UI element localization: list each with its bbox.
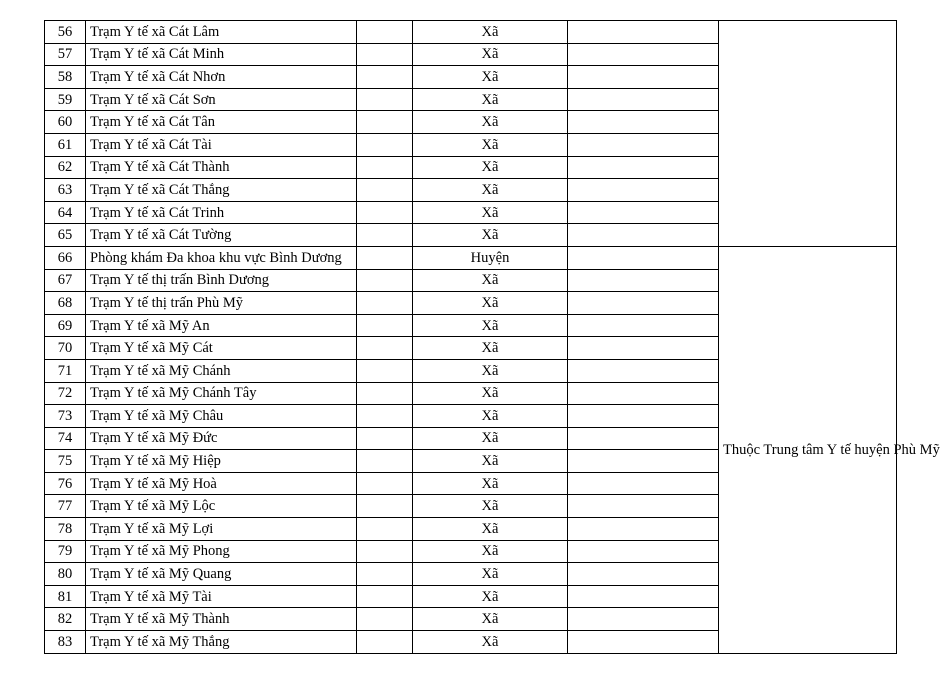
empty-cell (568, 382, 719, 405)
facility-name: Trạm Y tế xã Cát Tân (86, 111, 357, 134)
empty-cell (357, 382, 413, 405)
empty-cell (568, 269, 719, 292)
empty-cell (568, 246, 719, 269)
facility-name: Trạm Y tế xã Cát Nhơn (86, 66, 357, 89)
empty-cell (357, 133, 413, 156)
facility-name: Trạm Y tế xã Cát Thành (86, 156, 357, 179)
empty-cell (357, 224, 413, 247)
facility-level: Xã (413, 585, 568, 608)
facility-name: Trạm Y tế xã Cát Minh (86, 43, 357, 66)
empty-cell (568, 179, 719, 202)
facility-level: Xã (413, 133, 568, 156)
empty-cell (357, 450, 413, 473)
facility-level: Xã (413, 292, 568, 315)
empty-cell (568, 563, 719, 586)
facility-name: Trạm Y tế xã Mỹ Thắng (86, 631, 357, 654)
facility-name: Trạm Y tế xã Mỹ Hoà (86, 472, 357, 495)
row-number: 72 (45, 382, 86, 405)
facility-name: Trạm Y tế xã Cát Thắng (86, 179, 357, 202)
group-note: Thuộc Trung tâm Y tế huyện Phù Mỹ (719, 246, 897, 653)
row-number: 77 (45, 495, 86, 518)
facility-level: Xã (413, 156, 568, 179)
empty-cell (357, 292, 413, 315)
facility-name: Phòng khám Đa khoa khu vực Bình Dương (86, 246, 357, 269)
facility-level: Huyện (413, 246, 568, 269)
empty-cell (568, 472, 719, 495)
empty-cell (357, 269, 413, 292)
facility-name: Trạm Y tế xã Cát Tài (86, 133, 357, 156)
facility-name: Trạm Y tế xã Mỹ Cát (86, 337, 357, 360)
row-number: 76 (45, 472, 86, 495)
facility-level: Xã (413, 631, 568, 654)
empty-cell (357, 314, 413, 337)
facility-level: Xã (413, 563, 568, 586)
empty-cell (357, 21, 413, 44)
empty-cell (357, 608, 413, 631)
row-number: 62 (45, 156, 86, 179)
facility-name: Trạm Y tế xã Mỹ Chánh Tây (86, 382, 357, 405)
empty-cell (568, 518, 719, 541)
facility-name: Trạm Y tế xã Mỹ Thành (86, 608, 357, 631)
row-number: 73 (45, 405, 86, 428)
row-number: 69 (45, 314, 86, 337)
facility-level: Xã (413, 405, 568, 428)
facility-name: Trạm Y tế thị trấn Bình Dương (86, 269, 357, 292)
empty-cell (357, 585, 413, 608)
row-number: 82 (45, 608, 86, 631)
empty-cell (568, 66, 719, 89)
facility-level: Xã (413, 111, 568, 134)
empty-cell (357, 201, 413, 224)
empty-cell (568, 631, 719, 654)
empty-cell (357, 337, 413, 360)
facility-level: Xã (413, 450, 568, 473)
facility-table (44, 20, 940, 654)
empty-cell (568, 337, 719, 360)
empty-cell (357, 472, 413, 495)
row-number: 64 (45, 201, 86, 224)
facility-name: Trạm Y tế xã Mỹ Chánh (86, 359, 357, 382)
row-number: 59 (45, 88, 86, 111)
empty-cell (568, 405, 719, 428)
row-number: 67 (45, 269, 86, 292)
row-number: 68 (45, 292, 86, 315)
facility-level: Xã (413, 43, 568, 66)
facility-name: Trạm Y tế xã Cát Trinh (86, 201, 357, 224)
facility-level: Xã (413, 201, 568, 224)
empty-cell (357, 111, 413, 134)
empty-cell (568, 608, 719, 631)
row-number: 63 (45, 179, 86, 202)
facility-name: Trạm Y tế xã Cát Sơn (86, 88, 357, 111)
row-number: 83 (45, 631, 86, 654)
row-number: 78 (45, 518, 86, 541)
table-row (45, 21, 897, 44)
empty-cell (357, 43, 413, 66)
empty-cell (357, 563, 413, 586)
empty-cell (357, 518, 413, 541)
row-number: 71 (45, 359, 86, 382)
empty-cell (568, 201, 719, 224)
row-number: 66 (45, 246, 86, 269)
facility-table-body (45, 21, 940, 654)
facility-name: Trạm Y tế xã Mỹ Lộc (86, 495, 357, 518)
empty-cell (568, 133, 719, 156)
empty-cell (357, 427, 413, 450)
facility-level: Xã (413, 472, 568, 495)
empty-cell (357, 631, 413, 654)
facility-level: Xã (413, 66, 568, 89)
facility-name: Trạm Y tế xã Cát Lâm (86, 21, 357, 44)
facility-level: Xã (413, 314, 568, 337)
facility-name: Trạm Y tế xã Mỹ Quang (86, 563, 357, 586)
empty-cell (568, 585, 719, 608)
facility-level: Xã (413, 382, 568, 405)
empty-cell (357, 540, 413, 563)
row-number: 75 (45, 450, 86, 473)
facility-level: Xã (413, 337, 568, 360)
facility-level: Xã (413, 359, 568, 382)
row-number: 61 (45, 133, 86, 156)
empty-cell (357, 246, 413, 269)
empty-cell (568, 21, 719, 44)
empty-cell (568, 111, 719, 134)
empty-cell (357, 359, 413, 382)
empty-cell (568, 359, 719, 382)
row-number: 65 (45, 224, 86, 247)
row-number: 81 (45, 585, 86, 608)
empty-cell (568, 156, 719, 179)
facility-level: Xã (413, 608, 568, 631)
row-number: 74 (45, 427, 86, 450)
table-row (45, 246, 897, 269)
empty-cell (568, 450, 719, 473)
facility-level: Xã (413, 540, 568, 563)
row-number: 60 (45, 111, 86, 134)
facility-name: Trạm Y tế thị trấn Phù Mỹ (86, 292, 357, 315)
facility-name: Trạm Y tế xã Mỹ Phong (86, 540, 357, 563)
facility-name: Trạm Y tế xã Mỹ Lợi (86, 518, 357, 541)
facility-name: Trạm Y tế xã Mỹ Tài (86, 585, 357, 608)
empty-cell (568, 540, 719, 563)
empty-cell (357, 179, 413, 202)
row-number: 70 (45, 337, 86, 360)
facility-level: Xã (413, 88, 568, 111)
empty-cell (357, 88, 413, 111)
facility-level: Xã (413, 495, 568, 518)
row-number: 57 (45, 43, 86, 66)
empty-cell (568, 495, 719, 518)
row-number: 80 (45, 563, 86, 586)
facility-name: Trạm Y tế xã Cát Tường (86, 224, 357, 247)
empty-cell (568, 314, 719, 337)
facility-name: Trạm Y tế xã Mỹ Đức (86, 427, 357, 450)
facility-name: Trạm Y tế xã Mỹ Châu (86, 405, 357, 428)
row-number: 58 (45, 66, 86, 89)
empty-cell (568, 427, 719, 450)
empty-cell (568, 224, 719, 247)
empty-cell (357, 495, 413, 518)
empty-cell (357, 156, 413, 179)
row-number: 79 (45, 540, 86, 563)
facility-name: Trạm Y tế xã Mỹ An (86, 314, 357, 337)
empty-cell (357, 66, 413, 89)
row-number: 56 (45, 21, 86, 44)
empty-cell (568, 43, 719, 66)
group-note (719, 21, 897, 247)
facility-level: Xã (413, 427, 568, 450)
facility-level: Xã (413, 179, 568, 202)
facility-name: Trạm Y tế xã Mỹ Hiệp (86, 450, 357, 473)
empty-cell (568, 292, 719, 315)
facility-level: Xã (413, 269, 568, 292)
facility-level: Xã (413, 21, 568, 44)
empty-cell (568, 88, 719, 111)
facility-level: Xã (413, 518, 568, 541)
empty-cell (357, 405, 413, 428)
facility-level: Xã (413, 224, 568, 247)
